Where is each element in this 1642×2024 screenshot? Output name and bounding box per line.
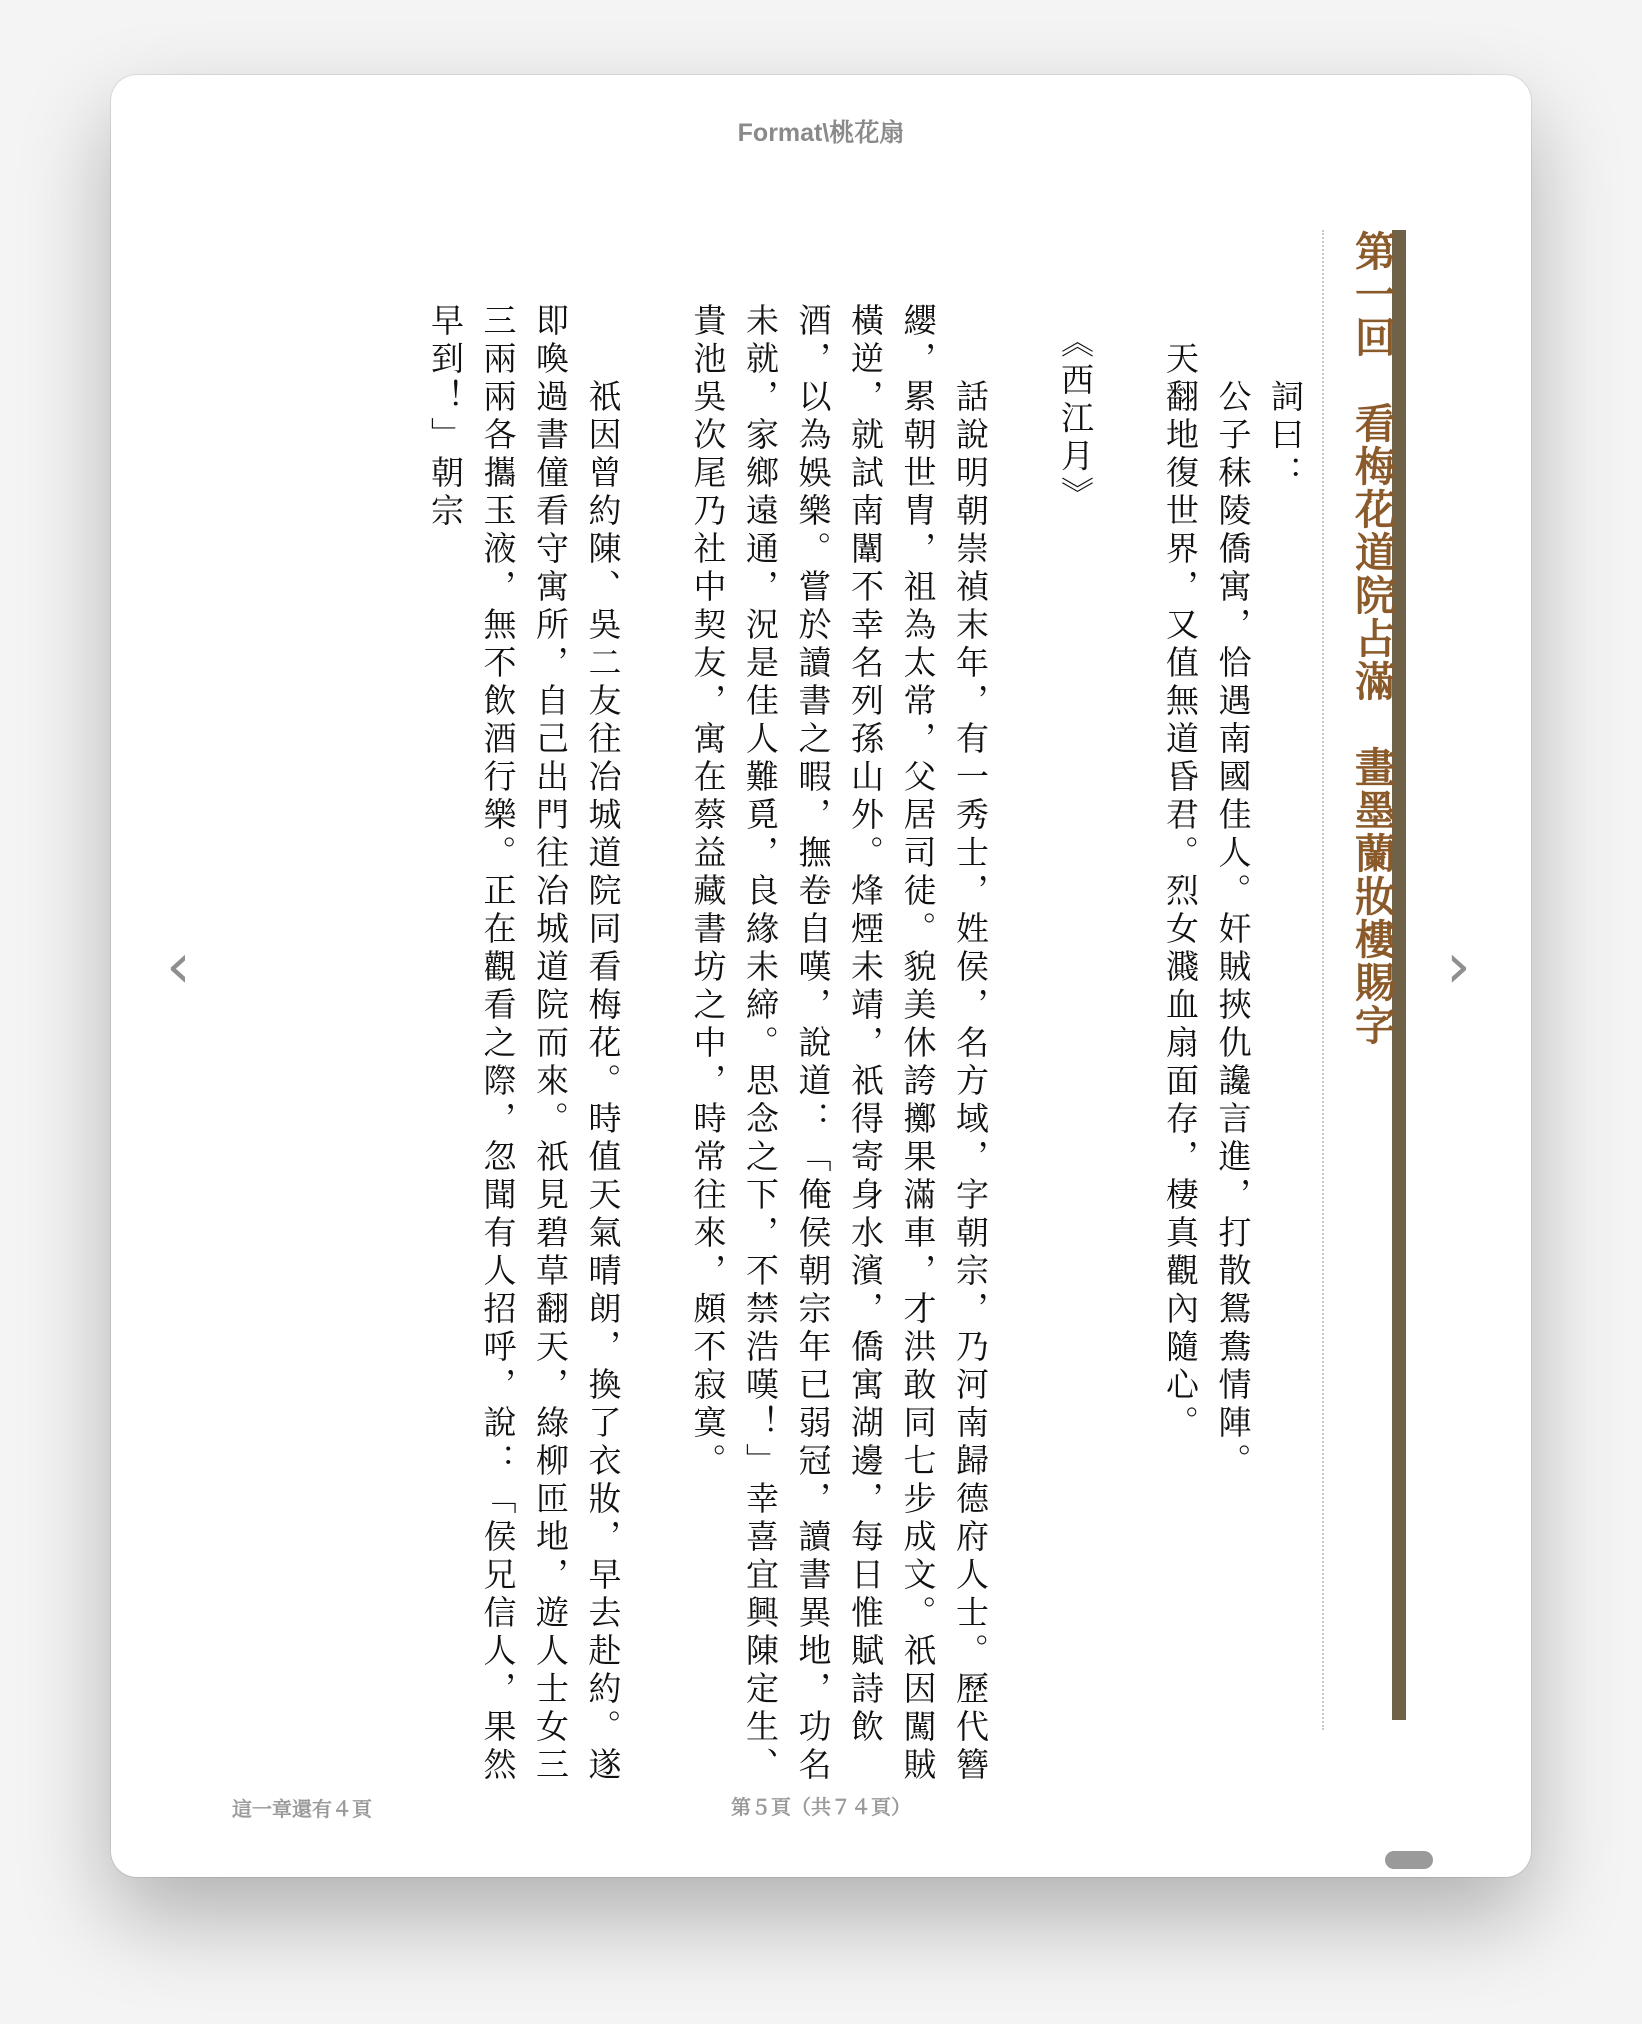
chapter-title: 第一回 看梅花道院占滿 畫墨蘭妝樓賜字 (1322, 230, 1419, 1730)
page-indicator: 第５頁（共７４頁） (731, 1797, 911, 1819)
scroll-indicator[interactable] (1385, 1851, 1433, 1869)
chapter-pages-remaining: 這一章還有４頁 (232, 1799, 372, 1821)
previous-page-chevron-icon[interactable]: ‹ (166, 929, 191, 1002)
book-title: Format\桃花扇 (737, 119, 905, 147)
paragraph: 《西江月》 (1056, 303, 1095, 515)
next-page-chevron-icon[interactable]: › (1446, 929, 1471, 1002)
paragraph: 祇因曾約陳、吳二友往冶城道院同看梅花。時值天氣晴朗，換了衣妝，早去赴約。遂即喚過書僮看守寓所，自己出門往冶城道院而來。祇見碧草翻天，綠柳匝地，遊人士女三三兩兩各攜玉液，無不飲酒行樂。正在觀看之際，忽聞有人招呼，說：「侯兄信人，果然早到！」朝宗 (426, 303, 623, 1785)
blank-line (996, 303, 1049, 1803)
paragraph: 公子秣陵僑寓，恰遇南國佳人。奸賊挾仇讒言進，打散鴛鴦情陣。 (1213, 303, 1253, 1481)
chapter-body-text (251, 303, 1311, 1803)
paragraph: 話說明朝崇禎末年，有一秀士，姓侯，名方域，字朝宗，乃河南歸德府人士。歷代簪纓，累朝世胄，祖為太常，父居司徒。貌美休誇擲果滿車，才洪敢同七步成文。祇因闖賊橫逆，就試南闈不幸名列孫山外。烽煙未靖，祇得寄身水濱，僑寓湖邊，每日惟賦詩飲酒，以為娛樂。嘗於讀書之暇，撫卷自嘆，說道：「俺侯朝宗年已弱冠，讀書異地，功名未就，家鄉遠通，況是佳人難覓，良緣未締。思念之下，不禁浩嘆！」幸喜宜興陳定生、貴池吳次尾乃社中契友，寓在蔡益藏書坊之中，時常往來，頗不寂寞。 (688, 303, 990, 1785)
blank-line (629, 303, 682, 1803)
reader-window (111, 75, 1531, 1877)
blank-line (1101, 303, 1154, 1803)
paragraph: 詞曰： (1266, 303, 1305, 493)
paragraph: 天翻地復世界，又值無道昏君。烈女濺血扇面存，棲真觀內隨心。 (1161, 303, 1200, 1443)
